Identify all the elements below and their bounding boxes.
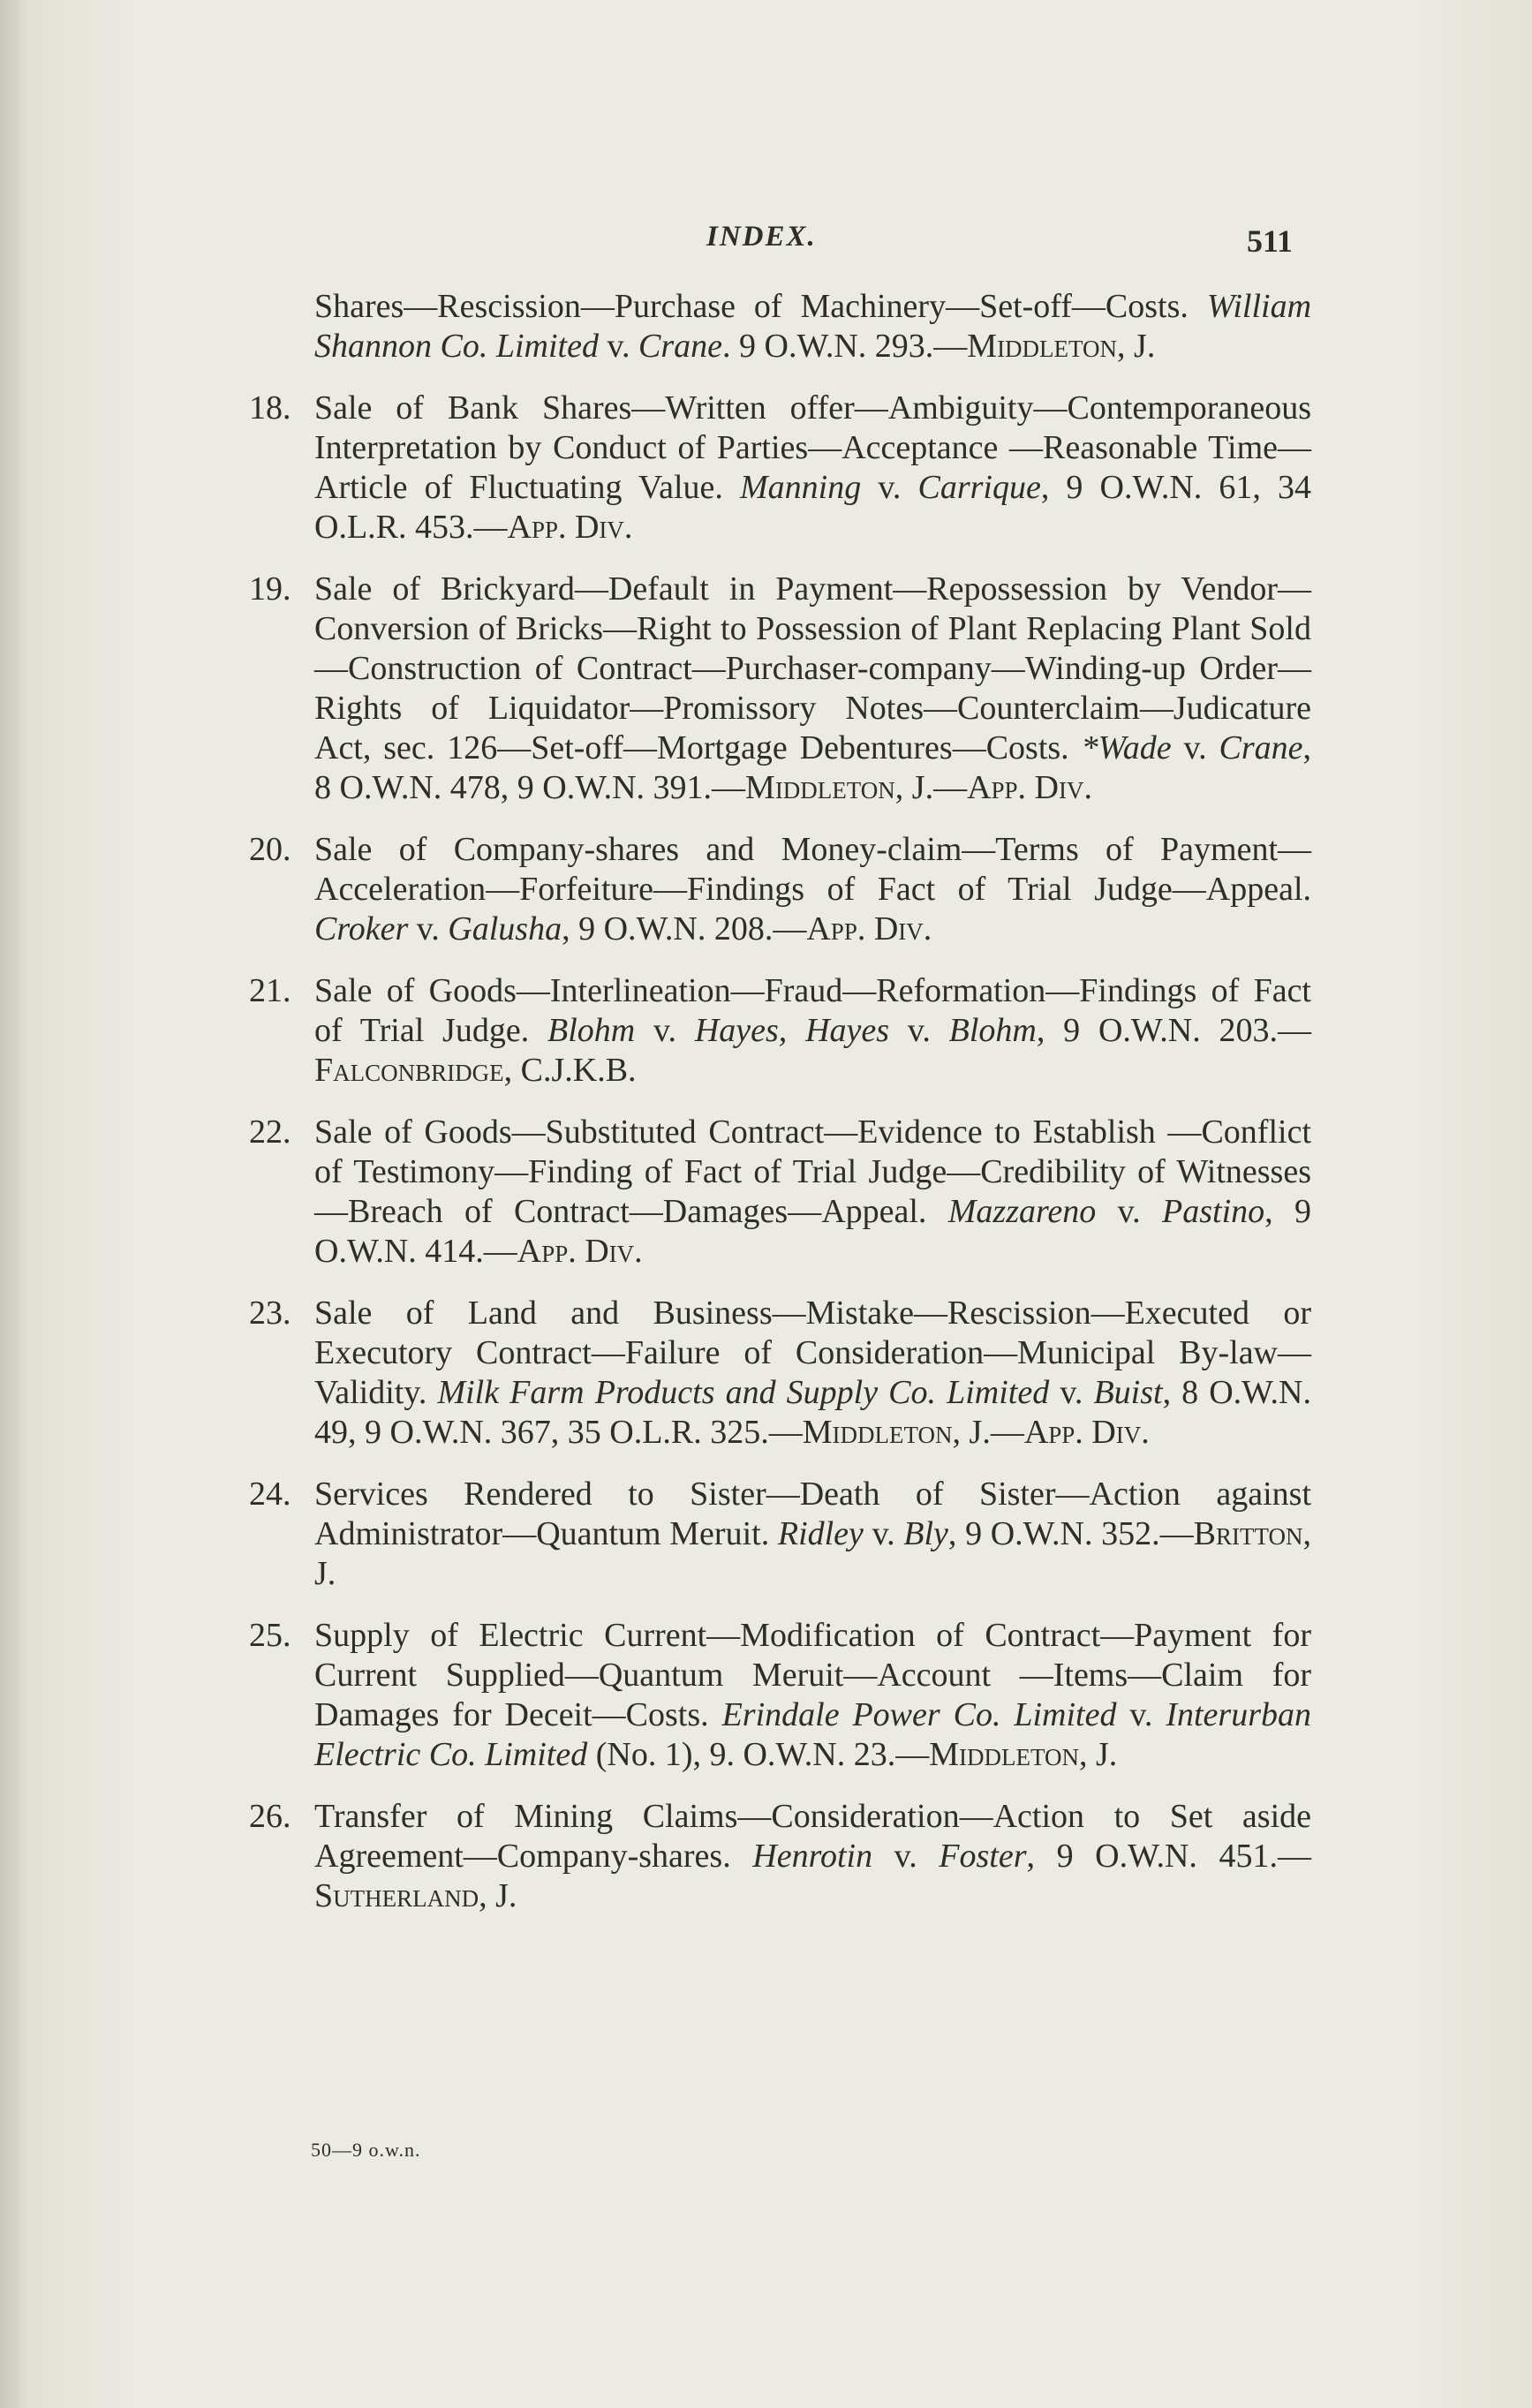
index-entry-21: 21. Sale of Goods—Interlineation—Fraud—Reformation—Findings of Fact of Trial Judge. Blohm v. Hayes, Hayes v. Blohm, 9 O.W.N. 203.—Falconbridge, C.J.K.B. [249,972,1311,1089]
running-title: INDEX. [706,221,817,253]
page-header [0,221,1532,274]
case-name: Crane [638,328,723,365]
index-entry-22: 22. Sale of Goods—Substituted Contract—Evidence to Establish —Conflict of Testimony—Finding of Fact of Trial Judge—Credibility of Witnesses—Breach of Contract—Damages—Appeal. Mazzareno v. Pastino, 9 O.W.N. 414.—App. Div. [249,1113,1311,1270]
index-entry-24: 24. Services Rendered to Sister—Death of Sister—Action against Administrator—Quantum Meruit. Ridley v. Bly, 9 O.W.N. 352.—Britton, J. [249,1476,1311,1592]
page-gutter-shadow [0,0,26,2408]
entry-number: 20. [249,831,291,868]
page-number: 511 [1247,223,1294,259]
entry-number: 25. [249,1617,291,1654]
index-entry-25: 25. Supply of Electric Current—Modification of Contract—Payment for Current Supplied—Quantum Meruit—Account —Items—Claim for Damages for Deceit—Costs. Erindale Power Co. Limited v. Interurban Electric Co. Limited (No. 1), 9. O.W.N. 23.—Middleton, J. [249,1617,1311,1773]
index-entry-18: 18. Sale of Bank Shares—Written offer—Ambiguity—Contemporaneous Interpretation by Conduct of Parties—Acceptance —Reasonable Time—Article of Fluctuating Value. Manning v. Carrique, 9 O.W.N. 61, 34 O.L.R. 453.—App. Div. [249,389,1311,546]
index-entry-20: 20. Sale of Company-shares and Money-claim—Terms of Payment—Acceleration—Forfeiture—Findings of Fact of Trial Judge—Appeal. Croker v. Galusha, 9 O.W.N. 208.—App. Div. [249,831,1311,947]
index-entry-19: 19. Sale of Brickyard—Default in Payment—Repossession by Vendor—Conversion of Bricks—Right to Possession of Plant Replacing Plant Sold—Construction of Contract—Purchaser-company—Winding-up Order—Rights of Liquidator—Promissory Notes—Counterclaim—Judicature Act, sec. 126—Set-off—Mortgage Debentures—Costs. *Wade v. Crane, 8 O.W.N. 478, 9 O.W.N. 391.—Middleton, J.—App. Div. [249,570,1311,806]
index-entry-23: 23. Sale of Land and Business—Mistake—Rescission—Executed or Executory Contract—Failure of Consideration—Municipal By-law—Validity. Milk Farm Products and Supply Co. Limited v. Buist, 8 O.W.N. 49, 9 O.W.N. 367, 35 O.L.R. 325.—Middleton, J.—App. Div. [249,1295,1311,1451]
case-name: William Shannon Co. Limited [314,288,1312,365]
entry-number: 24. [249,1476,291,1513]
entry-number: 18. [249,389,291,426]
entry-number: 22. [249,1113,291,1151]
continuation-entry: Shares—Rescission—Purchase of Machinery—Set-off—Costs. William Shannon Co. Limited v. Crane. 9 O.W.N. 293.—Middleton, J. [314,288,1312,365]
printer-signature: 50—9 o.w.n. [311,2139,421,2161]
entry-number: 21. [249,972,291,1009]
entry-number: 23. [249,1295,291,1332]
entry-number: 19. [249,570,291,608]
index-content [238,287,1311,1938]
index-entry-26: 26. Transfer of Mining Claims—Consideration—Action to Set aside Agreement—Company-shares. Henrotin v. Foster, 9 O.W.N. 451.—Sutherland, J. [249,1798,1311,1914]
judge: Middleton, J. [967,328,1156,365]
entry-number: 26. [249,1798,291,1835]
